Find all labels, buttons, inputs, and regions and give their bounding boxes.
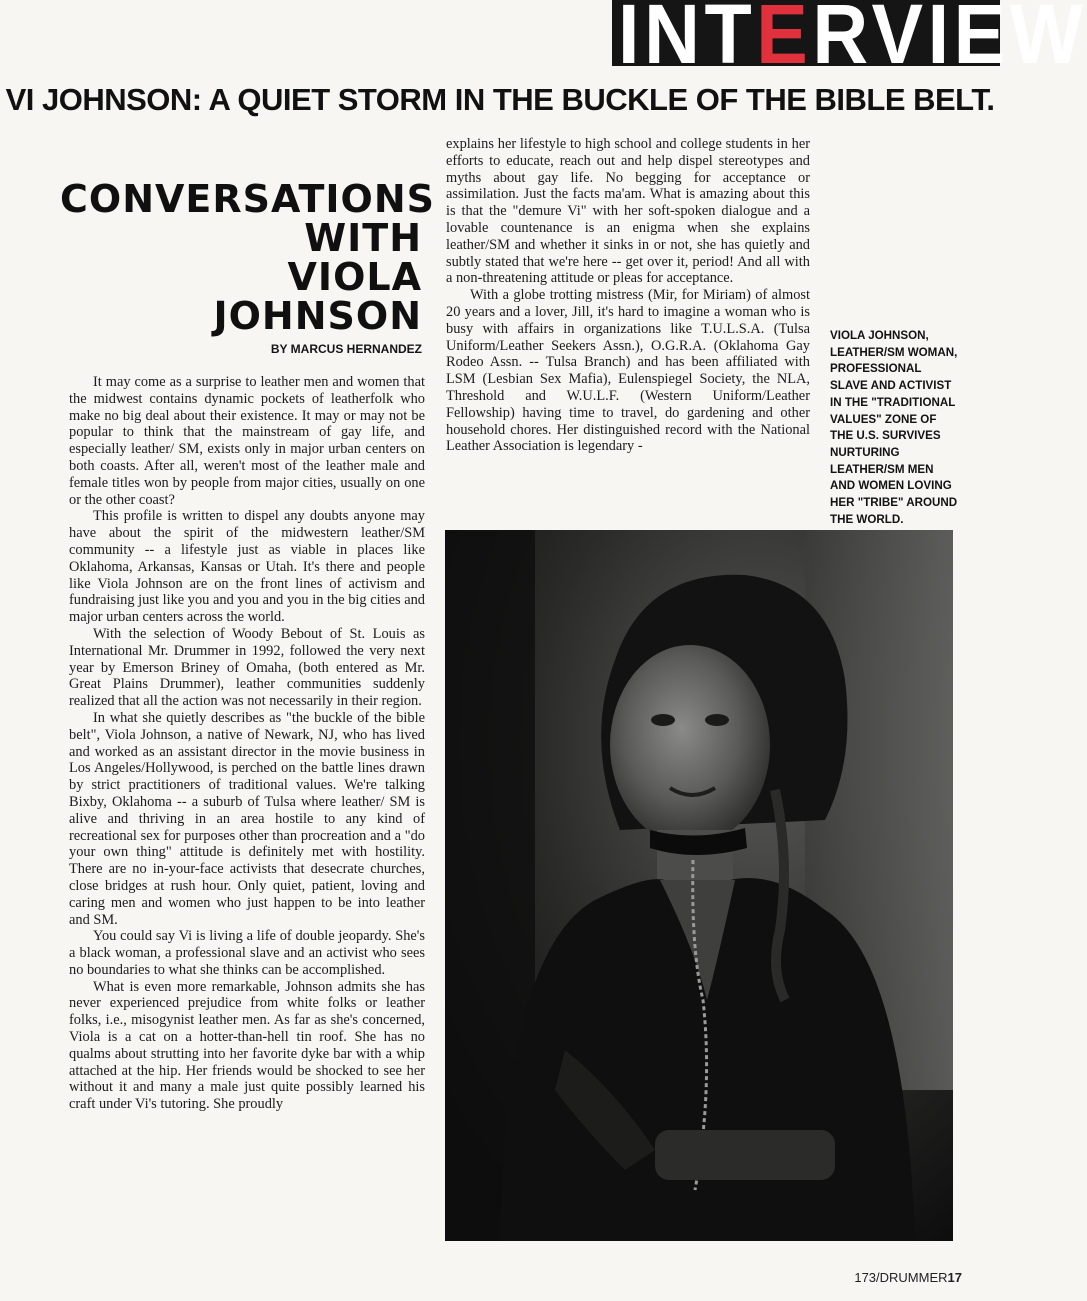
byline: BY MARCUS HERNANDEZ	[270, 342, 422, 356]
portrait-illustration	[445, 530, 953, 1241]
feature-title	[60, 177, 435, 338]
paragraph: With a globe trotting mistress (Mir, for Miriam) of almost 20 years and a lover, Jill, it's hard to imagine a woman who is busy with affairs in organizations like T.U.L.S.A. (Tulsa Uniform/Leather Seekers Assn.), O.G.R.A. (Oklahoma Gay Rodeo Assn. -- Tulsa Branch) and has been affiliated with LSM (Lesbian Sex Mafia), Eulenspiegel Society, the NLA, Threshold and W.U.L.F. (Western Uniform/Leather Fellowship) having time to travel, do gardening and other household chores. Her distinguished record with the National Leather Association is legendary -	[446, 287, 810, 455]
page-folio: 173/DRUMMER17	[854, 1270, 962, 1285]
paragraph: With the selection of Woody Bebout of St. Louis as International Mr. Drummer in 1992, followed the very next year by Emerson Briney of Omaha, (both entered as Mr. Great Plains Drummer), leather communities suddenly realized that all the action was not necessarily in their region.	[69, 625, 425, 710]
paragraph: It may come as a surprise to leather men and women that the midwest contains dynamic pockets of leatherfolk who make no big deal about their existence. It may or may not be popular to think that the mainstream of gay life, and especially leather/ SM, exists only in major urban centers on both coasts. After all, weren't most of the leather male and female titles won by people from major cities, usually on one or the other coast?	[69, 374, 425, 508]
feature-title-line: VIOLA	[287, 255, 422, 299]
portrait-photo	[445, 530, 953, 1241]
section-banner-label: INTERVIEW	[618, 0, 1087, 81]
paragraph: You could say Vi is living a life of double jeopardy. She's a black woman, a professional slave and an activist who sees no boundaries to what she thinks can be accomplished.	[69, 928, 425, 978]
feature-title-line: JOHNSON	[213, 294, 422, 338]
left-column	[69, 374, 425, 1113]
paragraph: explains her lifestyle to high school and college students in her efforts to educate, reach out and help dispel stereotypes and myths about gay life. No begging for acceptance or assimilation. Just the facts ma'am. What is amazing about this is that the "demure Vi" with her soft-spoken dialogue and a lovable countenance is an enigma when she explains leather/SM and whether it sinks in or not, she has quietly and subtly stated that we're here -- get over it, period! And all with a non-threatening attitude or pleas for acceptance.	[446, 136, 810, 287]
paragraph: In what she quietly describes as "the buckle of the bible belt", Viola Johnson, a native of Newark, NJ, who has lived and worked as an assistant director in the movie business in Los Angeles/Hollywood, is perched on the battle lines drawn by strict practitioners of traditional values. We're talking Bixby, Oklahoma -- a suburb of Tulsa where leather/ SM is alive and thriving in an area hostile to any kind of recreational sex for purposes other than procreation and a "do your own thing" attitude is definitely met with hostility. There are no in-your-face activists that desecrate churches, close bridges at rush hour. Only quiet, patient, loving and caring men and women who just happen to be into leather and SM.	[69, 709, 425, 928]
feature-title-line: CONVERSATIONS	[60, 177, 435, 221]
section-banner	[612, 0, 1087, 81]
paragraph: What is even more remarkable, Johnson admits she has never experienced prejudice from white folks or leather folks, i.e., misogynist leather men. As far as she's concerned, Viola is a cat on a hotter-than-hell tin roof. She has no qualms about strutting into her favorite dyke bar with a whip attached at the hip. Her friends would be shocked to see her without it and many a male just quite possibly learned his craft under Vi's tutoring. She proudly	[69, 978, 425, 1113]
photo-caption: VIOLA JOHNSON, LEATHER/SM WOMAN, PROFESSIONAL SLAVE AND ACTIVIST IN THE "TRADITIONAL VALUES" ZONE OF THE U.S. SURVIVES NURTURING LEATHER/SM MEN AND WOMEN LOVING HER "TRIBE" AROUND THE WORLD.	[830, 329, 958, 526]
feature-title-line: WITH	[304, 216, 422, 260]
headline: VI JOHNSON: A QUIET STORM IN THE BUCKLE OF THE BIBLE BELT.	[5, 82, 995, 117]
paragraph: This profile is written to dispel any doubts anyone may have about the spirit of the midwestern leather/SM community -- a lifestyle just as viable in places like Oklahoma, Arkansas, Kansas or Utah. It's there and people like Viola Johnson are on the front lines of activism and fundraising just like you and you and you in the big cities and major urban centers across the world.	[69, 508, 425, 626]
right-column	[446, 136, 810, 455]
